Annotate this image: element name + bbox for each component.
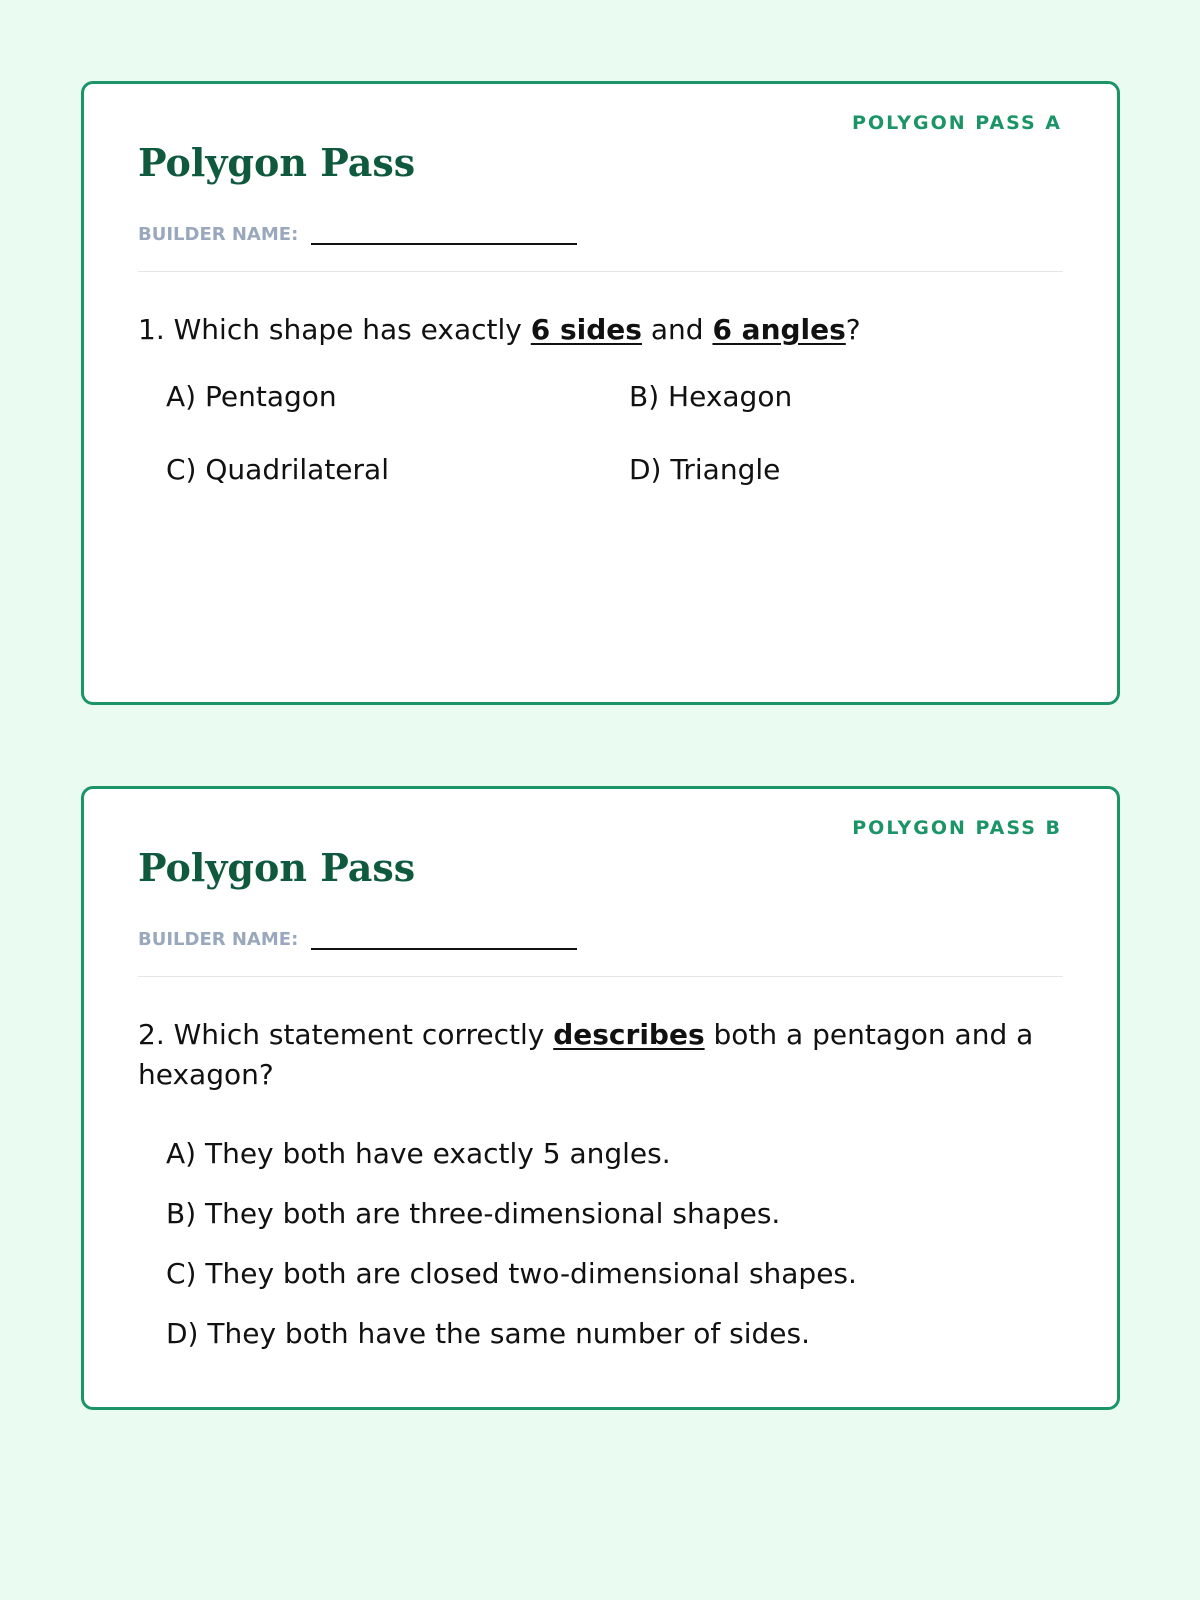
builder-name-label: BUILDER NAME: <box>138 929 299 950</box>
question-prefix: 1. Which shape has exactly <box>138 313 531 346</box>
question-text <box>138 1015 1063 1095</box>
divider <box>138 271 1063 272</box>
builder-name-blank[interactable] <box>311 930 577 950</box>
option-a[interactable]: A) They both have exactly 5 angles. <box>166 1137 671 1170</box>
builder-name-blank[interactable] <box>311 225 577 245</box>
option-b[interactable]: B) They both are three-dimensional shapes. <box>166 1197 781 1230</box>
card-title: Polygon Pass <box>138 845 416 890</box>
answer-options <box>166 1134 857 1374</box>
question-emphasis-angles: 6 angles <box>712 313 846 346</box>
card-title: Polygon Pass <box>138 140 416 185</box>
quiz-card-a <box>81 81 1120 705</box>
question-text <box>138 310 1063 350</box>
option-d[interactable]: D) Triangle <box>629 453 781 486</box>
option-c[interactable]: C) They both are closed two-dimensional shapes. <box>166 1257 857 1290</box>
option-a[interactable]: A) Pentagon <box>166 380 337 413</box>
option-b[interactable]: B) Hexagon <box>629 380 793 413</box>
card-tag: POLYGON PASS B <box>852 817 1062 839</box>
builder-name-field <box>138 224 577 245</box>
card-tag: POLYGON PASS A <box>852 112 1062 134</box>
builder-name-label: BUILDER NAME: <box>138 224 299 245</box>
option-d[interactable]: D) They both have the same number of sides. <box>166 1317 810 1350</box>
question-emphasis-describes: describes <box>553 1018 705 1051</box>
option-c[interactable]: C) Quadrilateral <box>166 453 389 486</box>
divider <box>138 976 1063 977</box>
question-mid: and <box>641 313 713 346</box>
question-suffix: ? <box>845 313 861 346</box>
question-suffix: both a pentagon and a hexagon? <box>138 1018 1034 1091</box>
quiz-card-b <box>81 786 1120 1410</box>
question-emphasis-sides: 6 sides <box>530 313 642 346</box>
builder-name-field <box>138 929 577 950</box>
question-prefix: 2. Which statement correctly <box>138 1018 554 1051</box>
